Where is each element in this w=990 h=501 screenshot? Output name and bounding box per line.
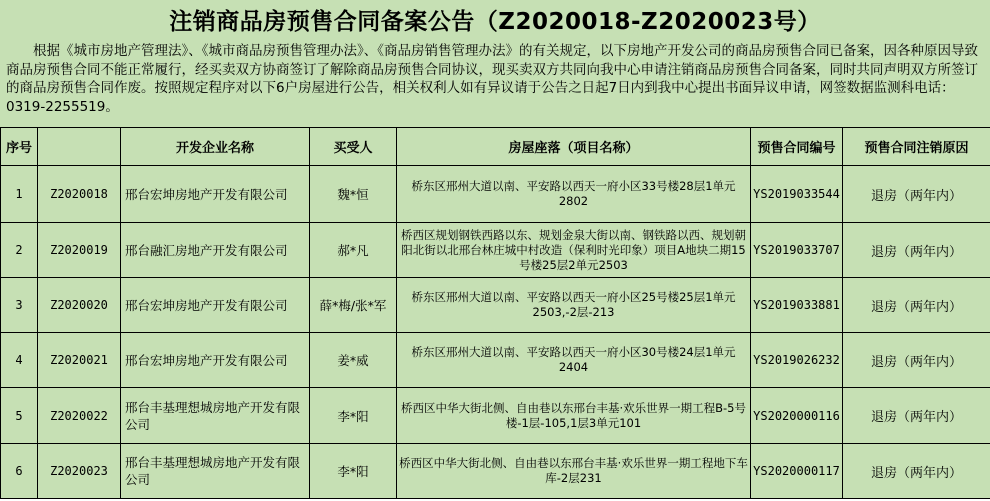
- table-header-row: [1, 128, 990, 166]
- row-developer: 邢台丰基理想城房地产开发有限公司: [121, 388, 310, 444]
- row-contract: YS2019033707: [751, 223, 843, 278]
- row-contract: YS2020000116: [751, 388, 843, 444]
- header-reason: 预售合同注销原因: [843, 128, 990, 166]
- row-code: Z2020023: [38, 444, 121, 499]
- row-contract: YS2019033881: [751, 278, 843, 333]
- row-developer: 邢台宏坤房地产开发有限公司: [121, 278, 310, 333]
- row-address: 桥东区邢州大道以南、平安路以西天一府小区30号楼24层1单元2404: [397, 333, 751, 388]
- page-title: 注销商品房预售合同备案公告（Z2020018-Z2020023号）: [0, 0, 990, 39]
- row-buyer: 薛*梅/张*军: [310, 278, 397, 333]
- header-index: 序号: [1, 128, 38, 166]
- table-row: [1, 278, 990, 333]
- header-buyer: 买受人: [310, 128, 397, 166]
- row-reason: 退房（两年内）: [843, 278, 990, 333]
- row-contract: YS2019026232: [751, 333, 843, 388]
- table-row: [1, 333, 990, 388]
- row-address: 桥西区中华大街北侧、自由巷以东邢台丰基·欢乐世界一期工程B-5号楼-1层-105,1层3单元101: [397, 388, 751, 444]
- table-row: [1, 444, 990, 499]
- row-developer: 邢台宏坤房地产开发有限公司: [121, 166, 310, 223]
- row-code: Z2020018: [38, 166, 121, 223]
- row-code: Z2020022: [38, 388, 121, 444]
- row-reason: 退房（两年内）: [843, 166, 990, 223]
- cancellation-table: [0, 127, 990, 499]
- header-code: [38, 128, 121, 166]
- table-row: [1, 388, 990, 444]
- row-address: 桥东区邢州大道以南、平安路以西天一府小区25号楼25层1单元2503,-2层-213: [397, 278, 751, 333]
- row-buyer: 姜*威: [310, 333, 397, 388]
- notice-paragraph: 根据《城市房地产管理法》、《城市商品房预售管理办法》、《商品房销售管理办法》的有关规定，以下房地产开发公司的商品房预售合同已备案，因各种原因导致商品房预售合同不能正常履行，经买卖双方协商签订了解除商品房预售合同协议，现买卖双方共同向我中心申请注销商品房预售合同备案，同时共同声明双方所签订的商品房预售合同作废。按照规定程序对以下6户房屋进行公告，相关权利人如有异议请于公告之日起7日内到我中心提出书面异议申请，网签数据监测科电话：0319-2255519。: [0, 38, 990, 127]
- header-contract: 预售合同编号: [751, 128, 843, 166]
- row-index: 5: [1, 388, 38, 444]
- row-address: 桥西区中华大街北侧、自由巷以东邢台丰基·欢乐世界一期工程地下车库-2层231: [397, 444, 751, 499]
- row-contract: YS2020000117: [751, 444, 843, 499]
- table-row: [1, 223, 990, 278]
- row-developer: 邢台丰基理想城房地产开发有限公司: [121, 444, 310, 499]
- row-reason: 退房（两年内）: [843, 388, 990, 444]
- row-buyer: 李*阳: [310, 444, 397, 499]
- row-index: 4: [1, 333, 38, 388]
- row-code: Z2020019: [38, 223, 121, 278]
- header-address: 房屋座落（项目名称）: [397, 128, 751, 166]
- row-developer: 邢台宏坤房地产开发有限公司: [121, 333, 310, 388]
- row-buyer: 李*阳: [310, 388, 397, 444]
- row-address: 桥西区规划钢铁西路以东、规划金泉大街以南、钢铁路以西、规划朝阳北街以北邢台林庄城中村改造（保利时光印象）项目A地块二期15号楼25层2单元2503: [397, 223, 751, 278]
- row-index: 3: [1, 278, 38, 333]
- row-address: 桥东区邢州大道以南、平安路以西天一府小区33号楼28层1单元2802: [397, 166, 751, 223]
- row-index: 1: [1, 166, 38, 223]
- row-developer: 邢台融汇房地产开发有限公司: [121, 223, 310, 278]
- row-code: Z2020020: [38, 278, 121, 333]
- row-buyer: 魏*恒: [310, 166, 397, 223]
- row-contract: YS2019033544: [751, 166, 843, 223]
- row-index: 6: [1, 444, 38, 499]
- header-developer: 开发企业名称: [121, 128, 310, 166]
- row-reason: 退房（两年内）: [843, 223, 990, 278]
- row-buyer: 郝*凡: [310, 223, 397, 278]
- row-reason: 退房（两年内）: [843, 444, 990, 499]
- row-reason: 退房（两年内）: [843, 333, 990, 388]
- table-row: [1, 166, 990, 223]
- row-index: 2: [1, 223, 38, 278]
- row-code: Z2020021: [38, 333, 121, 388]
